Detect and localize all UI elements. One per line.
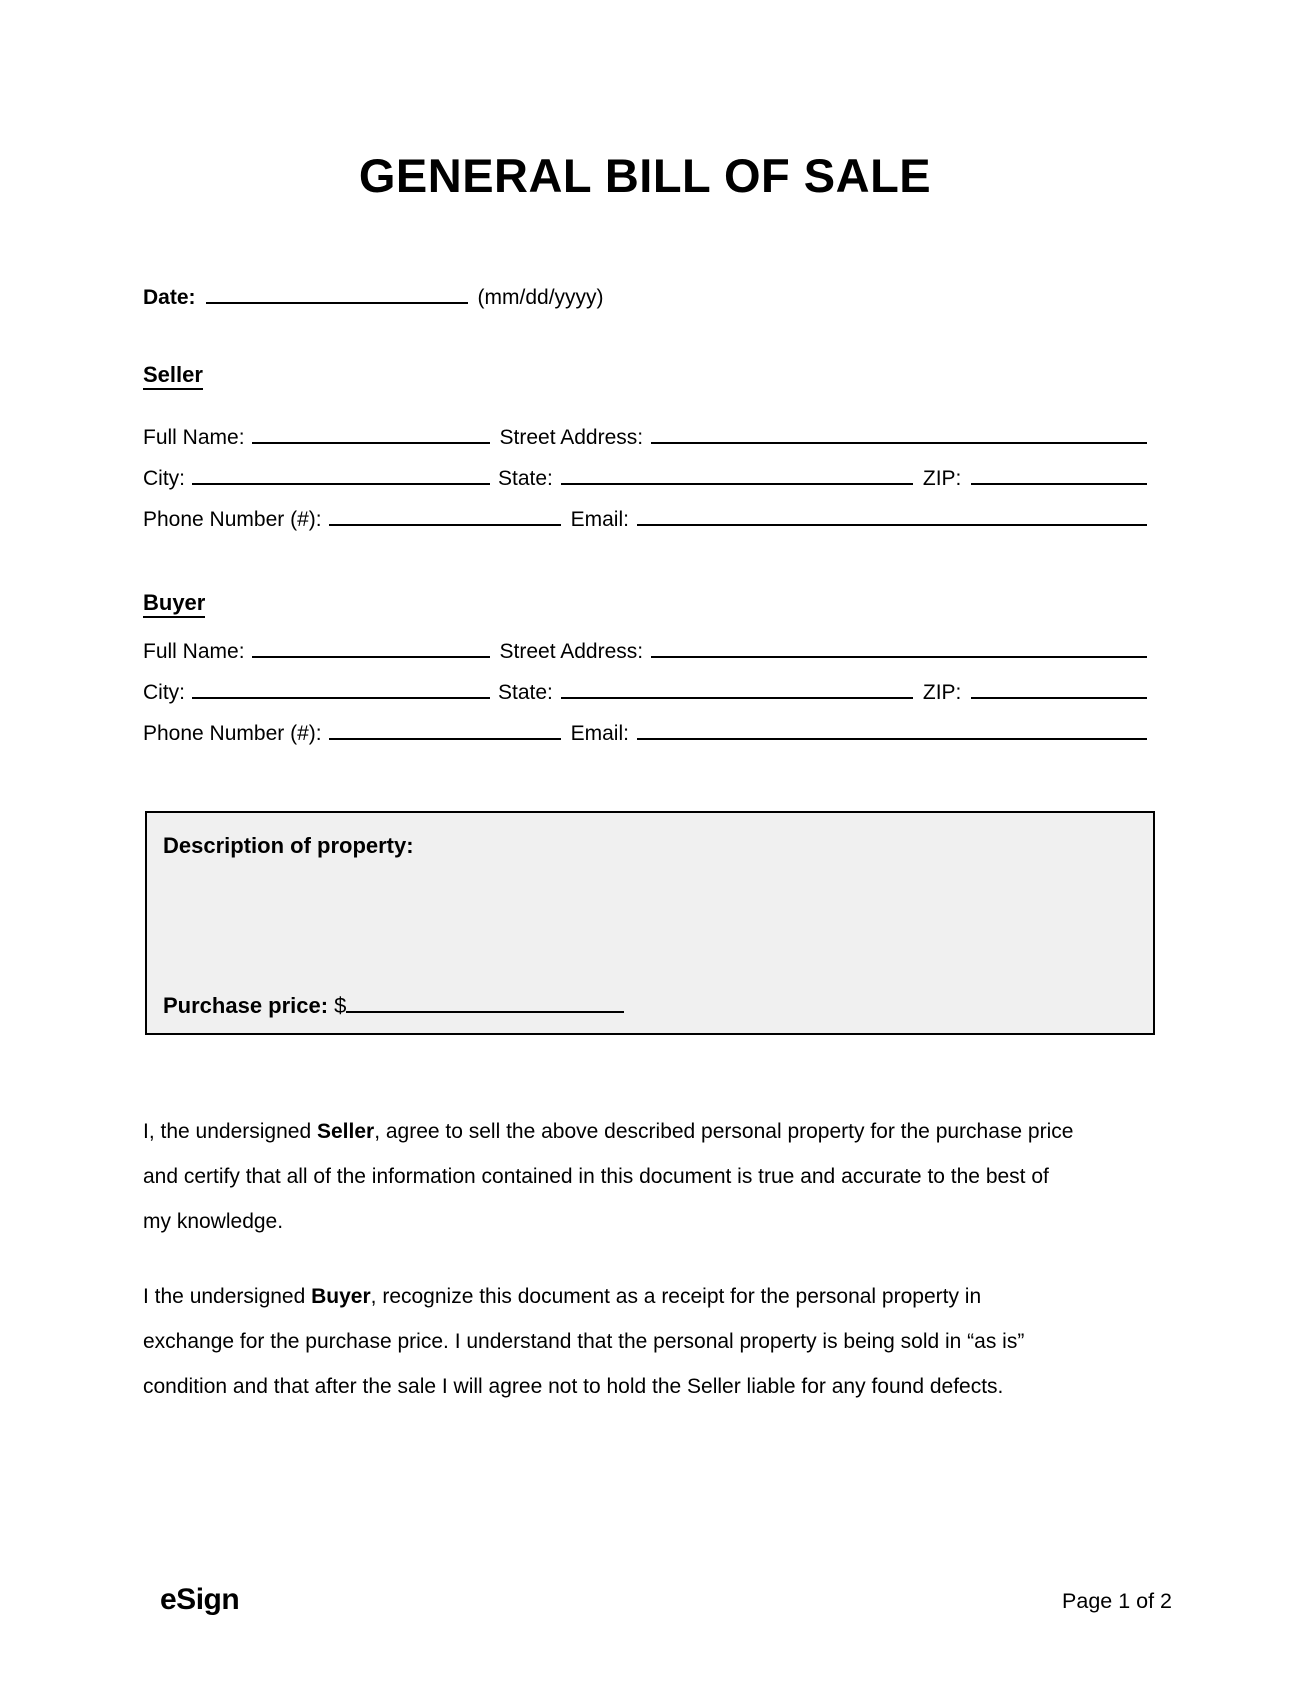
seller-phone-email-row	[143, 506, 1147, 547]
buyer-paragraph-post: , recognize this document as a receipt for the personal property in exchange for the purchase price. I understand that the personal property is being sold in “as is” condition and that after the sale I will agree not to hold the Seller liable for any found defects.	[143, 1285, 1025, 1398]
purchase-price-field[interactable]	[346, 993, 624, 1013]
seller-state-label: State:	[498, 467, 553, 490]
seller-state-field[interactable]	[561, 465, 913, 485]
buyer-street-address-field[interactable]	[651, 638, 1147, 658]
buyer-full-name-label: Full Name:	[143, 640, 245, 663]
page-number: Page 1 of 2	[1062, 1589, 1172, 1613]
currency-symbol: $	[334, 993, 347, 1018]
seller-email-label: Email:	[570, 508, 629, 531]
seller-paragraph-pre: I, the undersigned	[143, 1120, 317, 1143]
seller-phone-field[interactable]	[329, 506, 561, 526]
buyer-city-state-zip-row	[143, 679, 1147, 720]
buyer-phone-label: Phone Number (#):	[143, 722, 322, 745]
description-of-property-label: Description of property:	[163, 833, 414, 858]
buyer-email-field[interactable]	[637, 720, 1147, 740]
buyer-full-name-field[interactable]	[252, 638, 490, 658]
buyer-city-field[interactable]	[192, 679, 490, 699]
buyer-fields	[143, 638, 1147, 761]
buyer-phone-field[interactable]	[329, 720, 561, 740]
buyer-state-field[interactable]	[561, 679, 913, 699]
date-format-hint: (mm/dd/yyyy)	[477, 286, 604, 309]
buyer-state-label: State:	[498, 681, 553, 704]
buyer-paragraph-pre: I the undersigned	[143, 1285, 312, 1308]
purchase-price-row	[163, 993, 1137, 1019]
seller-agreement-paragraph	[143, 1109, 1075, 1244]
buyer-agreement-paragraph	[143, 1274, 1075, 1409]
seller-fields	[143, 424, 1147, 547]
date-field[interactable]	[206, 284, 468, 304]
seller-heading-text: Seller	[143, 362, 203, 390]
seller-street-address-field[interactable]	[651, 424, 1147, 444]
purchase-price-label: Purchase price:	[163, 993, 329, 1018]
date-label: Date:	[143, 286, 196, 309]
page-title: GENERAL BILL OF SALE	[358, 149, 932, 202]
buyer-paragraph-bold: Buyer	[311, 1285, 371, 1308]
seller-section-heading	[143, 362, 1147, 388]
buyer-city-label: City:	[143, 681, 185, 704]
buyer-section-heading	[143, 590, 1147, 616]
buyer-zip-field[interactable]	[971, 679, 1147, 699]
seller-city-label: City:	[143, 467, 185, 490]
seller-full-name-label: Full Name:	[143, 426, 245, 449]
buyer-street-address-label: Street Address:	[499, 640, 644, 663]
seller-city-field[interactable]	[192, 465, 490, 485]
buyer-email-label: Email:	[570, 722, 629, 745]
buyer-heading-text: Buyer	[143, 590, 205, 618]
seller-full-name-field[interactable]	[252, 424, 490, 444]
page-content	[143, 0, 1147, 1409]
seller-name-address-row	[143, 424, 1147, 465]
buyer-name-address-row	[143, 638, 1147, 679]
seller-zip-label: ZIP:	[922, 467, 962, 490]
esign-logo: eSign	[160, 1583, 240, 1616]
buyer-phone-email-row	[143, 720, 1147, 761]
seller-street-address-label: Street Address:	[499, 426, 644, 449]
seller-zip-field[interactable]	[971, 465, 1147, 485]
description-of-property-area[interactable]	[163, 859, 1137, 993]
buyer-zip-label: ZIP:	[922, 681, 962, 704]
property-description-box	[145, 811, 1155, 1035]
seller-city-state-zip-row	[143, 465, 1147, 506]
date-row	[143, 284, 1147, 310]
seller-paragraph-bold: Seller	[316, 1120, 375, 1143]
seller-paragraph-post: , agree to sell the above described personal property for the purchase price and certify that all of the information contained in this document is true and accurate to the best of my knowledge.	[143, 1120, 1074, 1233]
seller-phone-label: Phone Number (#):	[143, 508, 322, 531]
seller-email-field[interactable]	[637, 506, 1147, 526]
